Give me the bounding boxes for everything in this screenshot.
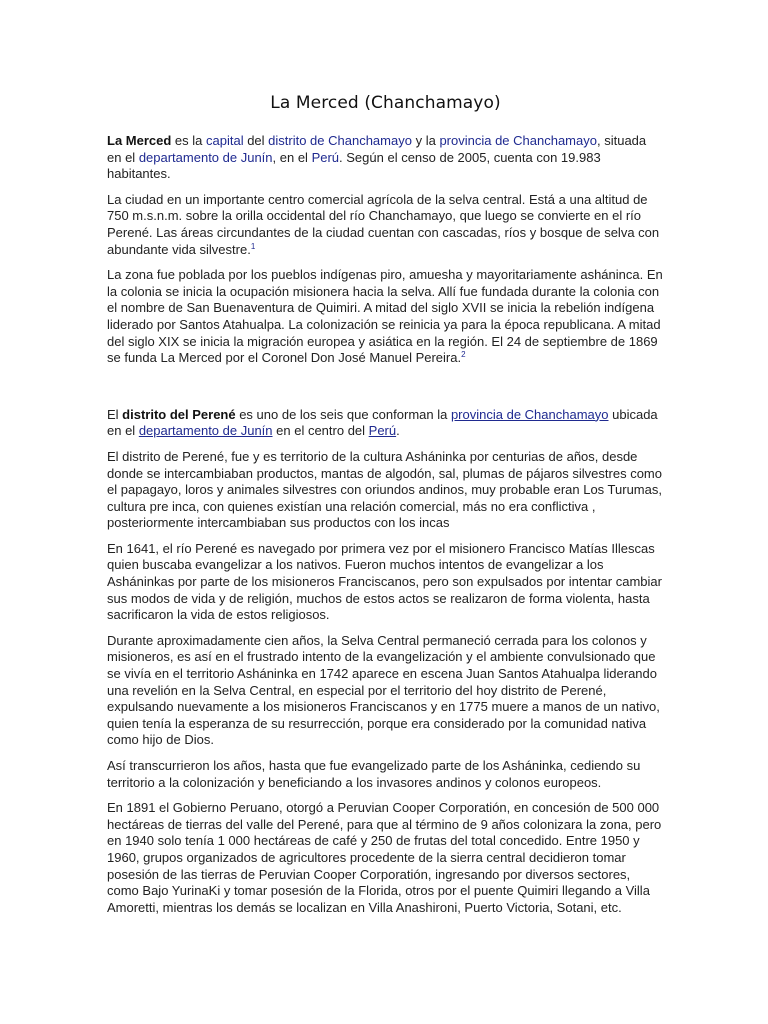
link-capital[interactable]: capital [206, 133, 244, 148]
page-title: La Merced (Chanchamayo) [270, 93, 501, 113]
paragraph-1891: En 1891 el Gobierno Peruano, otorgó a Peruvian Cooper Corporatión, en concesión de 500 000 hectáreas de tierras del valle del Perené, para que al término de 9 años colonizara la zona, pero en 1940 solo tenía 1 000 hectáreas de café y 250 de frutas del total concedido. Entre 1950 y 1960, grupos organizados de agricultores procedente de la sierra central decidieron tomar posesión de las tierras de Peruvian Cooper Corporatión, ingresando por diversos sectores, como Bajo YurinaKi y tomar posesión de la Florida, otros por el puente Quimiri llegando a Villa Amoretti, mientras los demás se localizan en Villa Anashironi, Puerto Victoria, Sotani, etc. [107, 800, 662, 915]
paragraph-ashaninka-culture: El distrito de Perené, fue y es territorio de la cultura Asháninka por centurias de años, desde donde se intercambiaban productos, mantas de algodón, sal, plumas de pájaros silvestres como el papagayo, loros y animales silvestres con oriundos andinos, muy probable eran Los Turumas, cultura pre inca, con quienes existían una relación comercial, más no era conflictiva , posteriormente intercambiaban sus productos con los incas [107, 448, 662, 531]
link-peru[interactable]: Perú [368, 423, 397, 439]
link-peru[interactable]: Perú [311, 149, 340, 165]
bold-term: La Merced [107, 133, 172, 148]
paragraph-geography: La ciudad en un importante centro comercial agrícola de la selva central. Está a una altitud de 750 m.s.n.m. sobre la orilla occidental del río Chanchamayo, que luego se convierte en el río Perené. Las áreas circundantes de la ciudad cuentan con cascadas, ríos y bosque de selva con abundante vida silvestre.$^1$ [107, 191, 660, 257]
bold-term: distrito del Perené [122, 406, 236, 422]
paragraph-evangelization: Así transcurrieron los años, hasta que fue evangelizado parte de los Asháninka, cediendo su territorio a la colonización y beneficiando a los invasores andinos y colonos europeos. [107, 758, 641, 790]
paragraph-history: La zona fue poblada por los pueblos indígenas piro, amuesha y mayoritariamente asháninca. En la colonia se inicia la ocupación misionera hacia la selva. Allí fue fundada durante la colonia con el nombre de San Buenaventura de Quimiri. A mitad del siglo XVII se inicia la rebelión indígena liderado por Santos Atahualpa. La colonización se reinicia ya para la época republicana. A mitad del siglo XIX se inicia la migración europea y asiática en la región. El 24 de septiembre de 1869 se funda La Merced por el Coronel Don José Manuel Pereira.$^2$ [107, 267, 663, 366]
footnote-ref-2[interactable]: 2 [461, 350, 466, 360]
footnote-ref-1[interactable]: 1 [250, 241, 256, 251]
link-distrito-chanchamayo[interactable]: distrito de Chanchamayo [268, 133, 412, 148]
paragraph-1641: En 1641, el río Perené es navegado por primera vez por el misionero Francisco Matías Illescas quien buscaba evangelizar a los nativos. Fueron muchos intentos de evangelizar a los Asháninkas por parte de los misioneros Franciscanos, pero son expulsados por intentar cambiar sus modos de vida y de religión, muchos de estos actos se realizaron de forma violenta, hasta sacrificaron la vida de estos religiosos. [107, 540, 662, 623]
link-provincia-chanchamayo[interactable]: provincia de Chanchamayo [450, 406, 609, 422]
paragraph-intro: La Merced es la capital del distrito de Chanchamayo y la provincia de Chanchamayo, situada en el departamento de Junín, en el Perú. Según el censo de 2005, cuenta con 19.983 habitantes. [107, 133, 647, 182]
link-provincia-chanchamayo[interactable]: provincia de Chanchamayo [439, 133, 597, 148]
link-departamento-junin[interactable]: departamento de Junín [138, 423, 273, 439]
link-departamento-junin[interactable]: departamento de Junín [138, 149, 273, 165]
paragraph-selva-central: Durante aproximadamente cien años, la Selva Central permaneció cerrada para los colonos y misioneros, es así en el frustrado intento de la evangelización y el ambiente convulsionado que se vivía en el territorio Asháninka en 1742 aparece en escena Juan Santos Atahualpa liderando una revelión en la Selva Central, en especial por el territorio del hoy distrito de Perené, expulsando nuevamente a los misioneros Franciscanos y en 1775 muere a manos de un nativo, quien tenía la esperanza de su resurrección, porque era considerado por la comunidad nativa como hijo de Dios. [107, 632, 660, 748]
paragraph-perene-intro: El distrito del Perené es uno de los seis que conforman la provincia de Chanchamayo ubicada en el departamento de Junín en el centro del Perú. [107, 406, 658, 439]
